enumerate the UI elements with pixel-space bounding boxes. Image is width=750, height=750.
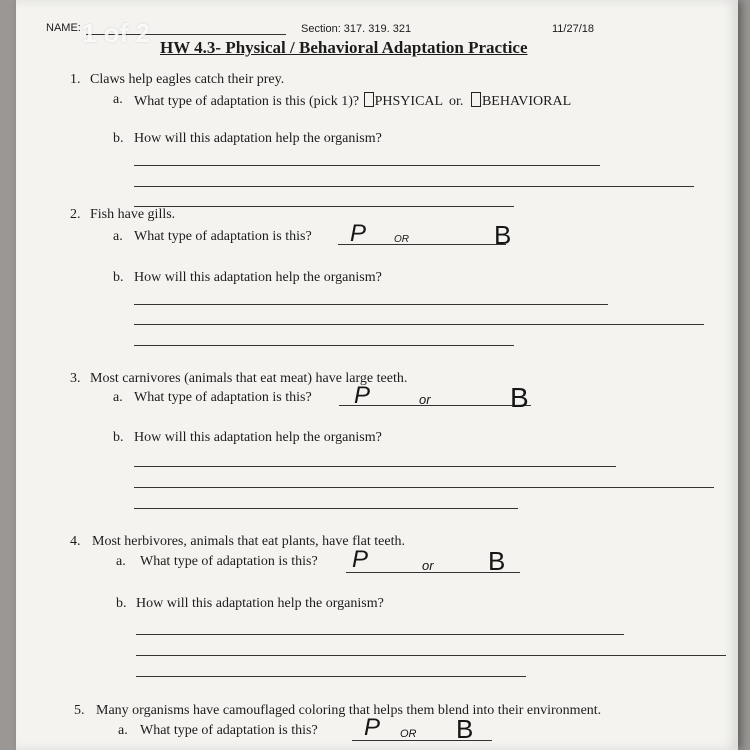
q1b-letter: b. [113, 131, 124, 146]
section-info: Section: 317. 319. 321 [301, 23, 412, 35]
q2b-letter: b. [113, 270, 124, 285]
q4a-text: What type of adaptation is this? [140, 554, 318, 569]
q1-or: or. [449, 94, 464, 109]
q2-hand-b: B [494, 220, 512, 250]
q2-hand-p: P [350, 220, 367, 247]
q2a-letter: a. [113, 229, 123, 244]
q1-answer-line-1[interactable] [134, 165, 600, 166]
q4-hand-or: or [422, 558, 434, 573]
q3a-text: What type of adaptation is this? [134, 390, 312, 405]
q4-hand-p: P [352, 546, 369, 573]
q2-hand-or: OR [394, 234, 409, 245]
q1-behavioral-checkbox[interactable] [471, 92, 481, 107]
q1-option-behavioral: BEHAVIORAL [481, 94, 572, 109]
q4-prompt: Most herbivores, animals that eat plants, have flat teeth. [92, 534, 405, 549]
q1-option-physical: PHSYICAL [374, 94, 443, 109]
q1a-question [134, 92, 571, 110]
q3b-text: How will this adaptation help the organism? [134, 430, 382, 445]
q5-hand-b: B [456, 714, 474, 744]
q5-hand-or: OR [400, 728, 417, 740]
q4b-letter: b. [116, 596, 127, 611]
q2-answer-line-3[interactable] [134, 345, 514, 346]
q3a-letter: a. [113, 390, 123, 405]
q3-hand-or: or [419, 392, 431, 407]
q4-hand-b: B [488, 546, 506, 576]
q2b-text: How will this adaptation help the organism? [134, 270, 382, 285]
q1a-letter: a. [113, 92, 123, 107]
q5-hand-p: P [364, 714, 381, 741]
q3b-letter: b. [113, 430, 124, 445]
page-title: HW 4.3- Physical / Behavioral Adaptation Practice [160, 38, 528, 57]
q1-answer-line-2[interactable] [134, 186, 694, 187]
q3-answer-line-2[interactable] [134, 487, 714, 488]
q5a-letter: a. [118, 723, 128, 738]
q3-hand-b: B [510, 382, 529, 413]
q1b-text: How will this adaptation help the organism? [134, 131, 382, 146]
q4b-text: How will this adaptation help the organism? [136, 596, 384, 611]
q5-number: 5. [74, 703, 85, 718]
date: 11/27/18 [552, 23, 595, 35]
q4-answer-line-2[interactable] [136, 655, 726, 656]
q1-number: 1. [70, 72, 81, 87]
q4a-letter: a. [116, 554, 126, 569]
q4-number: 4. [70, 534, 81, 549]
q1-prompt: Claws help eagles catch their prey. [90, 72, 285, 87]
q3-answer-line-3[interactable] [134, 508, 518, 509]
worksheet-page [16, 0, 738, 750]
q4-answer-line-3[interactable] [136, 676, 526, 677]
q4-answer-line-1[interactable] [136, 634, 624, 635]
q2-prompt: Fish have gills. [90, 207, 176, 222]
q3-number: 3. [70, 371, 81, 386]
q2-number: 2. [70, 207, 81, 222]
q2a-text: What type of adaptation is this? [134, 229, 312, 244]
q2-answer-line-2[interactable] [134, 324, 704, 325]
q3-prompt: Most carnivores (animals that eat meat) have large teeth. [90, 371, 408, 386]
name-label: NAME: [46, 22, 81, 34]
q1-physical-checkbox[interactable] [364, 92, 374, 107]
page-indicator-watermark: 1 of 2 [82, 18, 150, 48]
q3-hand-p: P [354, 382, 371, 409]
q1-answer-line-3[interactable] [134, 206, 514, 207]
q3-answer-line-1[interactable] [134, 466, 616, 467]
q2-answer-line-1[interactable] [134, 304, 608, 305]
q5-prompt: Many organisms have camouflaged coloring that helps them blend into their environment. [96, 703, 602, 718]
q5a-text: What type of adaptation is this? [140, 723, 318, 738]
q1a-text: What type of adaptation is this (pick 1)? [134, 94, 360, 109]
